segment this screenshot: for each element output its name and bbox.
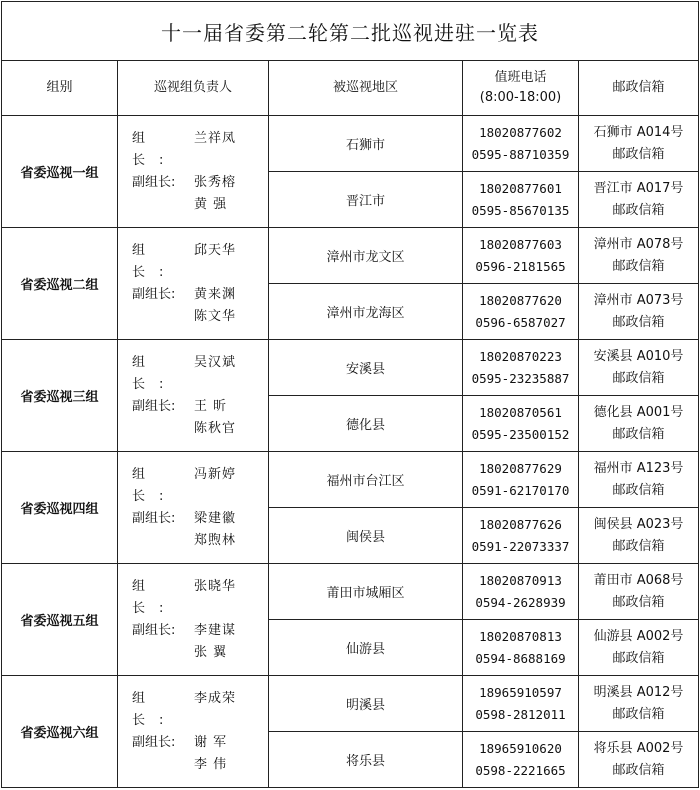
- region-name: 漳州市龙文区: [269, 228, 463, 284]
- table-row: [2, 564, 699, 620]
- leader-row: [132, 464, 268, 508]
- mobile-number: 18965910597: [479, 684, 562, 700]
- tel-number: 0595-23500152: [471, 426, 570, 442]
- table-body: [2, 116, 699, 788]
- leader-label: 组 长:: [132, 130, 178, 168]
- tel-number: 0598-2812011: [475, 706, 566, 722]
- leader-row: [132, 352, 268, 396]
- duty-phone: [463, 564, 579, 620]
- group-leaders: [118, 340, 269, 452]
- deputy-row: [132, 396, 268, 418]
- deputy-row: [132, 530, 268, 552]
- duty-phone: [463, 284, 579, 340]
- mail-box: [579, 676, 699, 732]
- leader-name: 邱天华: [194, 242, 237, 258]
- mail-box-line1: 石狮市 A014号: [593, 124, 684, 140]
- header-phone-line2: (8:00-18:00): [479, 90, 562, 105]
- mail-box-line2: 邮政信箱: [612, 706, 665, 722]
- table-row: [2, 452, 699, 508]
- mail-box-line2: 邮政信箱: [612, 650, 665, 666]
- deputy-row: [132, 194, 268, 216]
- leader-name: 李成荣: [194, 690, 237, 706]
- mail-box: [579, 732, 699, 788]
- mail-box-line2: 邮政信箱: [612, 202, 665, 218]
- region-name: 漳州市龙海区: [269, 284, 463, 340]
- duty-phone: [463, 620, 579, 676]
- tel-number: 0591-62170170: [471, 482, 570, 498]
- deputy-name: 张秀榕: [194, 174, 237, 190]
- mail-box-line1: 仙游县 A002号: [593, 628, 684, 644]
- inspection-table-sheet: [1, 1, 699, 788]
- deputy-label: 副组长:: [132, 734, 176, 750]
- tel-number: 0596-2181565: [475, 258, 566, 274]
- tel-number: 0596-6587027: [475, 314, 566, 330]
- mobile-number: 18020877626: [479, 516, 562, 532]
- header-row: [2, 61, 699, 116]
- mail-box-line2: 邮政信箱: [612, 370, 665, 386]
- duty-phone: [463, 732, 579, 788]
- tel-number: 0595-88710359: [471, 146, 570, 162]
- leader-label: 组 长:: [132, 690, 178, 728]
- mail-box: [579, 284, 699, 340]
- mail-box-line2: 邮政信箱: [612, 762, 665, 778]
- duty-phone: [463, 340, 579, 396]
- tel-number: 0595-85670135: [471, 202, 570, 218]
- deputy-name: 郑煦林: [194, 532, 237, 548]
- duty-phone: [463, 676, 579, 732]
- leader-name: 张晓华: [194, 578, 237, 594]
- deputy-name: 李建谋: [194, 622, 237, 638]
- mobile-number: 18020877620: [479, 292, 562, 308]
- deputy-row: [132, 306, 268, 328]
- mobile-number: 18020870223: [479, 348, 562, 364]
- region-name: 莆田市城厢区: [269, 564, 463, 620]
- mobile-number: 18020877601: [479, 180, 562, 196]
- mail-box-line1: 闽侯县 A023号: [593, 516, 684, 532]
- deputy-name: 王 昕: [194, 398, 228, 414]
- mail-box-line2: 邮政信箱: [612, 538, 665, 554]
- deputy-label: 副组长:: [132, 622, 176, 638]
- mail-box-line1: 福州市 A123号: [593, 460, 684, 476]
- region-name: 仙游县: [269, 620, 463, 676]
- deputy-name: 梁建徽: [194, 510, 237, 526]
- tel-number: 0595-23235887: [471, 370, 570, 386]
- mail-box-line2: 邮政信箱: [612, 258, 665, 274]
- header-phone: [463, 61, 579, 116]
- leader-label: 组 长:: [132, 578, 178, 616]
- group-name: 省委巡视四组: [2, 452, 118, 564]
- mail-box: [579, 396, 699, 452]
- deputy-row: [132, 620, 268, 642]
- table-title: 十一届省委第二轮第二批巡视进驻一览表: [2, 2, 699, 61]
- duty-phone: [463, 116, 579, 172]
- leader-label: 组 长:: [132, 242, 178, 280]
- table-row: [2, 228, 699, 284]
- mail-box-line1: 明溪县 A012号: [593, 684, 684, 700]
- mail-box-line2: 邮政信箱: [612, 146, 665, 162]
- mail-box-line1: 安溪县 A010号: [593, 348, 684, 364]
- group-leaders: [118, 452, 269, 564]
- header-group: 组别: [2, 61, 118, 116]
- deputy-name: 黄来渊: [194, 286, 237, 302]
- leader-label: 组 长:: [132, 466, 178, 504]
- group-name: 省委巡视一组: [2, 116, 118, 228]
- leader-row: [132, 688, 268, 732]
- mail-box: [579, 508, 699, 564]
- leader-label: 组 长:: [132, 354, 178, 392]
- deputy-name: 谢 军: [194, 734, 228, 750]
- deputy-row: [132, 172, 268, 194]
- region-name: 晋江市: [269, 172, 463, 228]
- mail-box-line2: 邮政信箱: [612, 482, 665, 498]
- region-name: 明溪县: [269, 676, 463, 732]
- mail-box: [579, 228, 699, 284]
- table-row: [2, 116, 699, 172]
- deputy-row: [132, 418, 268, 440]
- mail-box: [579, 340, 699, 396]
- deputy-row: [132, 508, 268, 530]
- mail-box-line1: 晋江市 A017号: [593, 180, 684, 196]
- deputy-row: [132, 642, 268, 664]
- leader-name: 兰祥凤: [194, 130, 237, 146]
- header-mail: 邮政信箱: [579, 61, 699, 116]
- mobile-number: 18020877602: [479, 124, 562, 140]
- table-row: [2, 676, 699, 732]
- header-leaders: 巡视组负责人: [118, 61, 269, 116]
- deputy-name: 李 伟: [194, 756, 228, 772]
- mobile-number: 18020877629: [479, 460, 562, 476]
- tel-number: 0591-22073337: [471, 538, 570, 554]
- group-name: 省委巡视二组: [2, 228, 118, 340]
- mobile-number: 18020870913: [479, 572, 562, 588]
- duty-phone: [463, 228, 579, 284]
- deputy-row: [132, 284, 268, 306]
- deputy-row: [132, 754, 268, 776]
- deputy-name: 陈文华: [194, 308, 237, 324]
- deputy-label: 副组长:: [132, 398, 176, 414]
- group-name: 省委巡视三组: [2, 340, 118, 452]
- mail-box: [579, 452, 699, 508]
- group-leaders: [118, 564, 269, 676]
- deputy-label: 副组长:: [132, 174, 176, 190]
- group-name: 省委巡视五组: [2, 564, 118, 676]
- tel-number: 0594-2628939: [475, 594, 566, 610]
- tel-number: 0594-8688169: [475, 650, 566, 666]
- deputy-name: 张 翼: [194, 644, 228, 660]
- region-name: 将乐县: [269, 732, 463, 788]
- group-leaders: [118, 116, 269, 228]
- mail-box-line1: 将乐县 A002号: [593, 740, 684, 756]
- deputy-name: 陈秋官: [194, 420, 237, 436]
- region-name: 福州市台江区: [269, 452, 463, 508]
- mail-box-line1: 德化县 A001号: [593, 404, 684, 420]
- mail-box-line1: 漳州市 A078号: [593, 236, 684, 252]
- duty-phone: [463, 396, 579, 452]
- group-leaders: [118, 228, 269, 340]
- region-name: 安溪县: [269, 340, 463, 396]
- duty-phone: [463, 452, 579, 508]
- tel-number: 0598-2221665: [475, 762, 566, 778]
- mail-box: [579, 620, 699, 676]
- deputy-row: [132, 732, 268, 754]
- mail-box-line2: 邮政信箱: [612, 426, 665, 442]
- table-row: [2, 340, 699, 396]
- deputy-name: 黄 强: [194, 196, 228, 212]
- mobile-number: 18020877603: [479, 236, 562, 252]
- mobile-number: 18965910620: [479, 740, 562, 756]
- deputy-label: 副组长:: [132, 286, 176, 302]
- mobile-number: 18020870561: [479, 404, 562, 420]
- group-name: 省委巡视六组: [2, 676, 118, 788]
- mail-box-line1: 漳州市 A073号: [593, 292, 684, 308]
- mail-box-line2: 邮政信箱: [612, 594, 665, 610]
- region-name: 闽侯县: [269, 508, 463, 564]
- mail-box: [579, 564, 699, 620]
- header-phone-line1: 值班电话: [494, 70, 547, 85]
- leader-name: 吴汉斌: [194, 354, 237, 370]
- mail-box: [579, 116, 699, 172]
- leader-row: [132, 576, 268, 620]
- mobile-number: 18020870813: [479, 628, 562, 644]
- inspection-table: [1, 1, 699, 788]
- mail-box-line1: 莆田市 A068号: [593, 572, 684, 588]
- mail-box-line2: 邮政信箱: [612, 314, 665, 330]
- leader-row: [132, 128, 268, 172]
- duty-phone: [463, 172, 579, 228]
- duty-phone: [463, 508, 579, 564]
- region-name: 德化县: [269, 396, 463, 452]
- leader-row: [132, 240, 268, 284]
- region-name: 石狮市: [269, 116, 463, 172]
- group-leaders: [118, 676, 269, 788]
- deputy-label: 副组长:: [132, 510, 176, 526]
- leader-name: 冯新婷: [194, 466, 237, 482]
- mail-box: [579, 172, 699, 228]
- header-region: 被巡视地区: [269, 61, 463, 116]
